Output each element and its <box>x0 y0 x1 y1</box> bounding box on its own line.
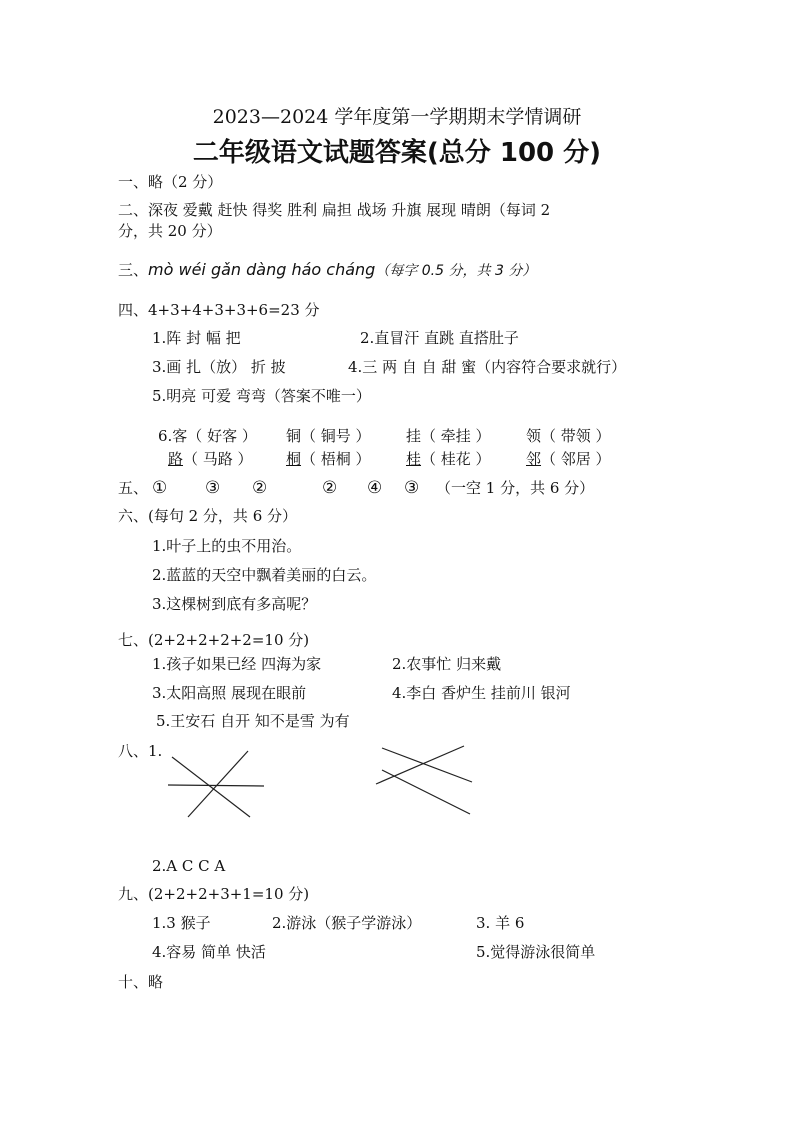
section-1: 一、略（2 分） <box>118 173 223 191</box>
section-7-r1a: 1.孩子如果已经 四海为家 <box>152 655 322 673</box>
section-6-item-3: 3.这棵树到底有多高呢？ <box>152 595 317 613</box>
section-7-r3: 5.王安石 自开 知不是雪 为有 <box>156 712 350 730</box>
section-9-r2a: 4.容易 简单 快活 <box>152 943 266 961</box>
section-6-item-1: 1.叶子上的虫不用治。 <box>152 537 302 555</box>
crossing-lines-figure-2 <box>370 740 480 820</box>
section-4-r5-3 <box>406 449 491 469</box>
section-3-pinyin: mò wéi gǎn dàng háo cháng <box>148 260 376 279</box>
section-3-label: 三、 <box>118 261 149 279</box>
section-5-label: 五、 <box>118 479 149 497</box>
section-7-head: 七、(2+2+2+2+2=10 分) <box>118 631 310 649</box>
word-answer: （ 梧桐 ） <box>301 450 371 468</box>
word-answer: （ 马路 ） <box>183 450 253 468</box>
page-subtitle: 2023—2024 学年度第一学期期末学情调研 <box>212 106 582 128</box>
underlined-char: 桂 <box>406 450 422 468</box>
crossing-lines-figure-1 <box>160 745 280 825</box>
section-5-answer-5: ④ <box>367 478 383 498</box>
underlined-char: 邻 <box>526 450 542 468</box>
section-8-label: 八、1. <box>118 742 163 760</box>
section-7-r2a: 3.太阳高照 展现在眼前 <box>152 684 307 702</box>
section-5-answer-3: ② <box>252 478 268 498</box>
section-3 <box>118 260 536 281</box>
section-8-item-2: 2.A C C A <box>152 857 226 875</box>
section-2-line2: 分，共 20 分） <box>118 222 222 240</box>
underlined-char: 桐 <box>286 450 302 468</box>
word-answer: （ 邻居 ） <box>541 450 611 468</box>
section-9-r1c: 3. 羊 6 <box>476 914 525 932</box>
underlined-char: 路 <box>168 450 184 468</box>
section-6-head: 六、(每句 2 分，共 6 分） <box>118 507 298 525</box>
section-4-r4-3: 挂（ 牵挂 ） <box>406 427 491 445</box>
section-2-line1: 二、深夜 爱戴 赶快 得奖 胜利 扁担 战场 升旗 展现 晴朗（每词 2 <box>118 201 551 219</box>
section-4-r5-4 <box>526 449 611 469</box>
section-3-note: （每字 0.5 分，共 3 分） <box>375 263 537 279</box>
section-4-r2b: 4.三 两 自 自 甜 蜜（内容符合要求就行） <box>348 358 627 376</box>
section-4-r4-2: 铜（ 铜号 ） <box>286 427 371 445</box>
page-title: 二年级语文试题答案(总分 100 分) <box>192 138 602 168</box>
section-7-r2b: 4.李白 香炉生 挂前川 银河 <box>392 684 571 702</box>
section-4-r5-1 <box>168 449 253 469</box>
section-10: 十、略 <box>118 973 164 991</box>
section-4-r4-1: 6.客（ 好客 ） <box>158 427 257 445</box>
section-5-answer-6: ③ <box>404 478 420 498</box>
section-7-r1b: 2.农事忙 归来戴 <box>392 655 502 673</box>
section-9-head: 九、(2+2+2+3+1=10 分) <box>118 885 310 903</box>
section-4-r3: 5.明亮 可爱 弯弯（答案不唯一） <box>152 387 371 405</box>
section-4-r1b: 2.直冒汗 直跳 直搭肚子 <box>360 329 519 347</box>
section-4-r1a: 1.阵 封 幅 把 <box>152 329 241 347</box>
section-4-head: 四、4+3+4+3+3+6=23 分 <box>118 301 320 319</box>
section-5-note: （一空 1 分，共 6 分） <box>436 479 595 497</box>
section-5-answer-2: ③ <box>205 478 221 498</box>
section-6-item-2: 2.蓝蓝的天空中飘着美丽的白云。 <box>152 566 377 584</box>
section-4-r2a: 3.画 扎（放） 折 披 <box>152 358 286 376</box>
section-9-r2b: 5.觉得游泳很简单 <box>476 943 596 961</box>
section-5-answer-4: ② <box>322 478 338 498</box>
word-answer: （ 桂花 ） <box>421 450 491 468</box>
section-9-r1a: 1.3 猴子 <box>152 914 211 932</box>
section-4-r5-2 <box>286 449 371 469</box>
section-4-r4-4: 领（ 带领 ） <box>526 427 611 445</box>
section-9-r1b: 2.游泳（猴子学游泳） <box>272 914 422 932</box>
section-5-answer-1: ① <box>152 478 168 498</box>
